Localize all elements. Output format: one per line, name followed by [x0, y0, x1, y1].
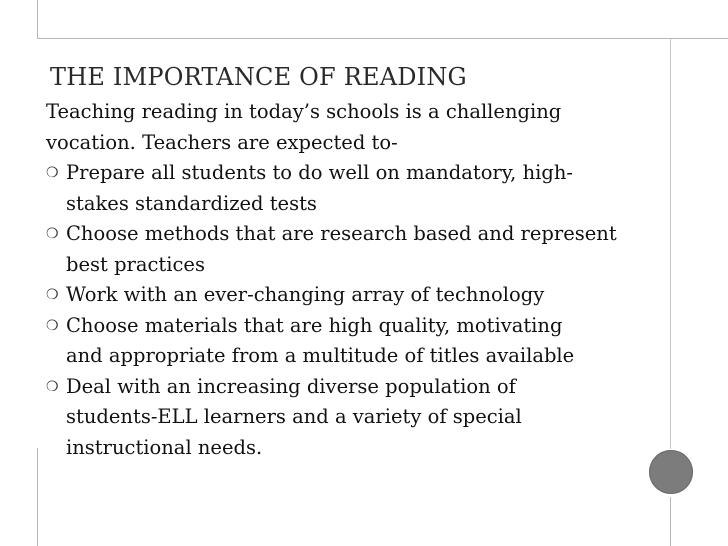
slide-title: THE IMPORTANCE OF READING [50, 63, 467, 91]
intro-line: Teaching reading in today’s schools is a challenging [46, 100, 562, 123]
bullet-text: stakes standardized tests [66, 191, 317, 215]
bullet-item [46, 311, 686, 372]
slide-body [46, 97, 686, 463]
bullet-text: Choose materials that are high quality, motivating [66, 313, 563, 337]
bullet-text: students-ELL learners and a variety of special [66, 405, 522, 428]
hollow-circle-bullet-icon: ❍ [46, 317, 59, 334]
bullet-item [46, 372, 686, 464]
hollow-circle-bullet-icon: ❍ [46, 287, 59, 303]
hollow-circle-bullet-icon: ❍ [46, 378, 59, 395]
bullet-text: and appropriate from a multitude of titles available [66, 344, 575, 367]
hollow-circle-bullet-icon: ❍ [46, 165, 59, 181]
frame-line-left-top [37, 0, 38, 38]
frame-line-top [37, 38, 728, 39]
bullet-text: best practices [66, 252, 205, 276]
bullet-text: instructional needs. [66, 435, 263, 459]
frame-line-left-bottom [37, 448, 38, 546]
bullet-text: Prepare all students to do well on mandatory, high- [66, 161, 573, 184]
intro-line: vocation. Teachers are expected to- [46, 130, 398, 154]
intro-paragraph [46, 97, 686, 158]
bullet-text: Choose methods that are research based and represent [66, 222, 617, 245]
hollow-circle-bullet-icon: ❍ [46, 226, 59, 242]
bullet-text: Work with an ever-changing array of technology [66, 283, 545, 306]
bullet-item [46, 158, 686, 219]
bullet-item [46, 280, 686, 311]
frame-line-right-bottom [670, 497, 671, 546]
bullet-list [46, 158, 686, 463]
bullet-text: Deal with an increasing diverse population of [66, 374, 516, 398]
bullet-item [46, 219, 686, 280]
